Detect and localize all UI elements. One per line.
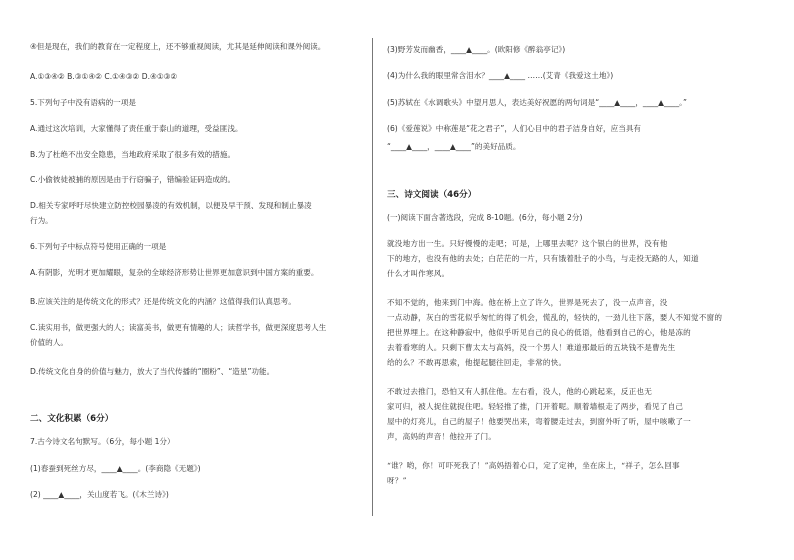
right-line-9: 什么才叫作寒风。 <box>387 269 450 278</box>
left-column <box>30 0 365 560</box>
left-line-12: 价值的人。 <box>30 338 68 347</box>
right-line-18: 声，高妈的声音！他拉开了门。 <box>387 432 497 441</box>
right-line-12: 把世界埋上。在这种静寂中，他似乎听见自己的良心的低语，他看到自己的心，他是冻的 <box>387 328 691 337</box>
left-line-5: C.小偷彼徒被捕的原因是由于行窃骗子，错编验证码造成的。 <box>30 175 236 184</box>
right-line-2: (5)苏轼在《水调歌头》中望月思人，表达美好祝愿的两句词是“____▲____，____▲____。” <box>387 98 687 107</box>
right-line-15: 不敢过去推门，恐怕又有人抓住他。左右看，没人，他的心跳起来，反正也无 <box>387 387 652 396</box>
right-line-14: 给的么？不敢再思索，他提起腿往回走，非常的快。 <box>387 358 567 367</box>
left-line-2: 5.下列句子中没有语病的一项是 <box>30 98 136 107</box>
right-line-5: 三、诗文阅读（46分） <box>387 190 477 200</box>
left-line-13: D.传统文化自身的价值与魅力，放大了当代传播的“圈粉”、“造星”功能。 <box>30 367 275 376</box>
right-line-6: (一)阅读下面含著选段，完成 8-10题。(6分，每小题 2分) <box>387 213 583 222</box>
right-line-13: 去着看寒的人。只剩下曹太太与高妈，没一个男人！难道那最后的五块钱不是曹先生 <box>387 343 676 352</box>
left-line-0: ④但是现在，我们的教育在一定程度上，还不够重视阅读，尤其是延伸阅读和课外阅读。 <box>30 42 326 51</box>
left-line-10: B.应该关注的是传统文化的形式？还是传统文化的内涵？这值得我们认真思考。 <box>30 297 296 306</box>
left-line-14: 二、文化积累（6分） <box>30 414 114 424</box>
right-line-7: 就没地方出一生。只好慢慢的走吧；可是，上哪里去呢？这个银白的世界，没有他 <box>387 239 668 248</box>
left-line-11: C.读实用书，做更强大的人；读富美书，做更有情趣的人；读哲学书，做更深度思考人生 <box>30 323 327 332</box>
right-column <box>387 0 762 560</box>
left-line-8: 6.下列句子中标点符号使用正确的一项是 <box>30 242 167 251</box>
left-line-7: 行为。 <box>30 216 53 225</box>
right-line-4: “____▲____，____▲____”的美好品质。 <box>387 142 521 151</box>
column-divider <box>372 38 373 516</box>
left-line-9: A.有阴影，光明才更加耀眼，复杂的全球经济形势让世界更加意识到中国方案的重要。 <box>30 268 319 277</box>
right-line-19: “谁？哟，你！可吓死我了！”高妈捂着心口，定了定神，坐在床上，“祥子，怎么回事 <box>387 461 680 470</box>
left-line-15: 7.古今诗文名句默写。（6分，每小题 1分） <box>30 437 175 446</box>
right-line-1: (4)为什么我的眼里常含泪水？____▲____ ……(艾青《我爱这土地》) <box>387 71 614 80</box>
right-line-17: 屋中的灯亮儿，自己的屋子！他要哭出来，弯着腰走过去，到窗外听了听，屋中咳嗽了一 <box>387 417 691 426</box>
right-line-10: 不知不觉的，他来到门中海。他在桥上立了许久，世界是死去了，没一点声音，没 <box>387 298 668 307</box>
left-line-6: D.相关专家呼吁尽快建立防控校园暴凌的有效机制，以便及早干预、发现和制止暴凌 <box>30 201 312 210</box>
right-line-3: (6)《爱莲说》中称莲是“花之君子”，人们心目中的君子洁身自好，应当具有 <box>387 124 642 133</box>
right-line-20: 呀？” <box>387 476 407 485</box>
right-line-11: 一点动静，灰白的雪花似乎匆忙的得了机会，慌乱的，轻快的，一劲儿往下落，要人不知觉不窗的 <box>387 313 723 322</box>
right-line-0: (3)野芳发而幽香，____▲____。(欧阳修《醉翁亭记》) <box>387 45 566 54</box>
left-line-1: A.①③④② B.③①④② C.①④③② D.④①③② <box>30 72 178 81</box>
left-line-3: A.通过这次培训，大家懂得了责任重于泰山的道理，受益匪浅。 <box>30 124 243 133</box>
left-line-16: (1)春蚕到死丝方尽，____▲____。(李商隐《无题》) <box>30 464 201 473</box>
right-line-8: 下的地方，也没有他的去处；白茫茫的一片，只有饿着肚子的小鸟，与走投无路的人，知道 <box>387 254 699 263</box>
left-line-17: (2) ____▲____，关山度若飞。(《木兰诗》) <box>30 490 169 499</box>
right-line-16: 家可归，被人捉住就捉住吧。轻轻推了推，门开着呢。顺着墙根走了两步，看见了自己 <box>387 402 684 411</box>
left-line-4: B.为了杜绝不出安全隐患，当地政府采取了很多有效的措施。 <box>30 150 236 159</box>
